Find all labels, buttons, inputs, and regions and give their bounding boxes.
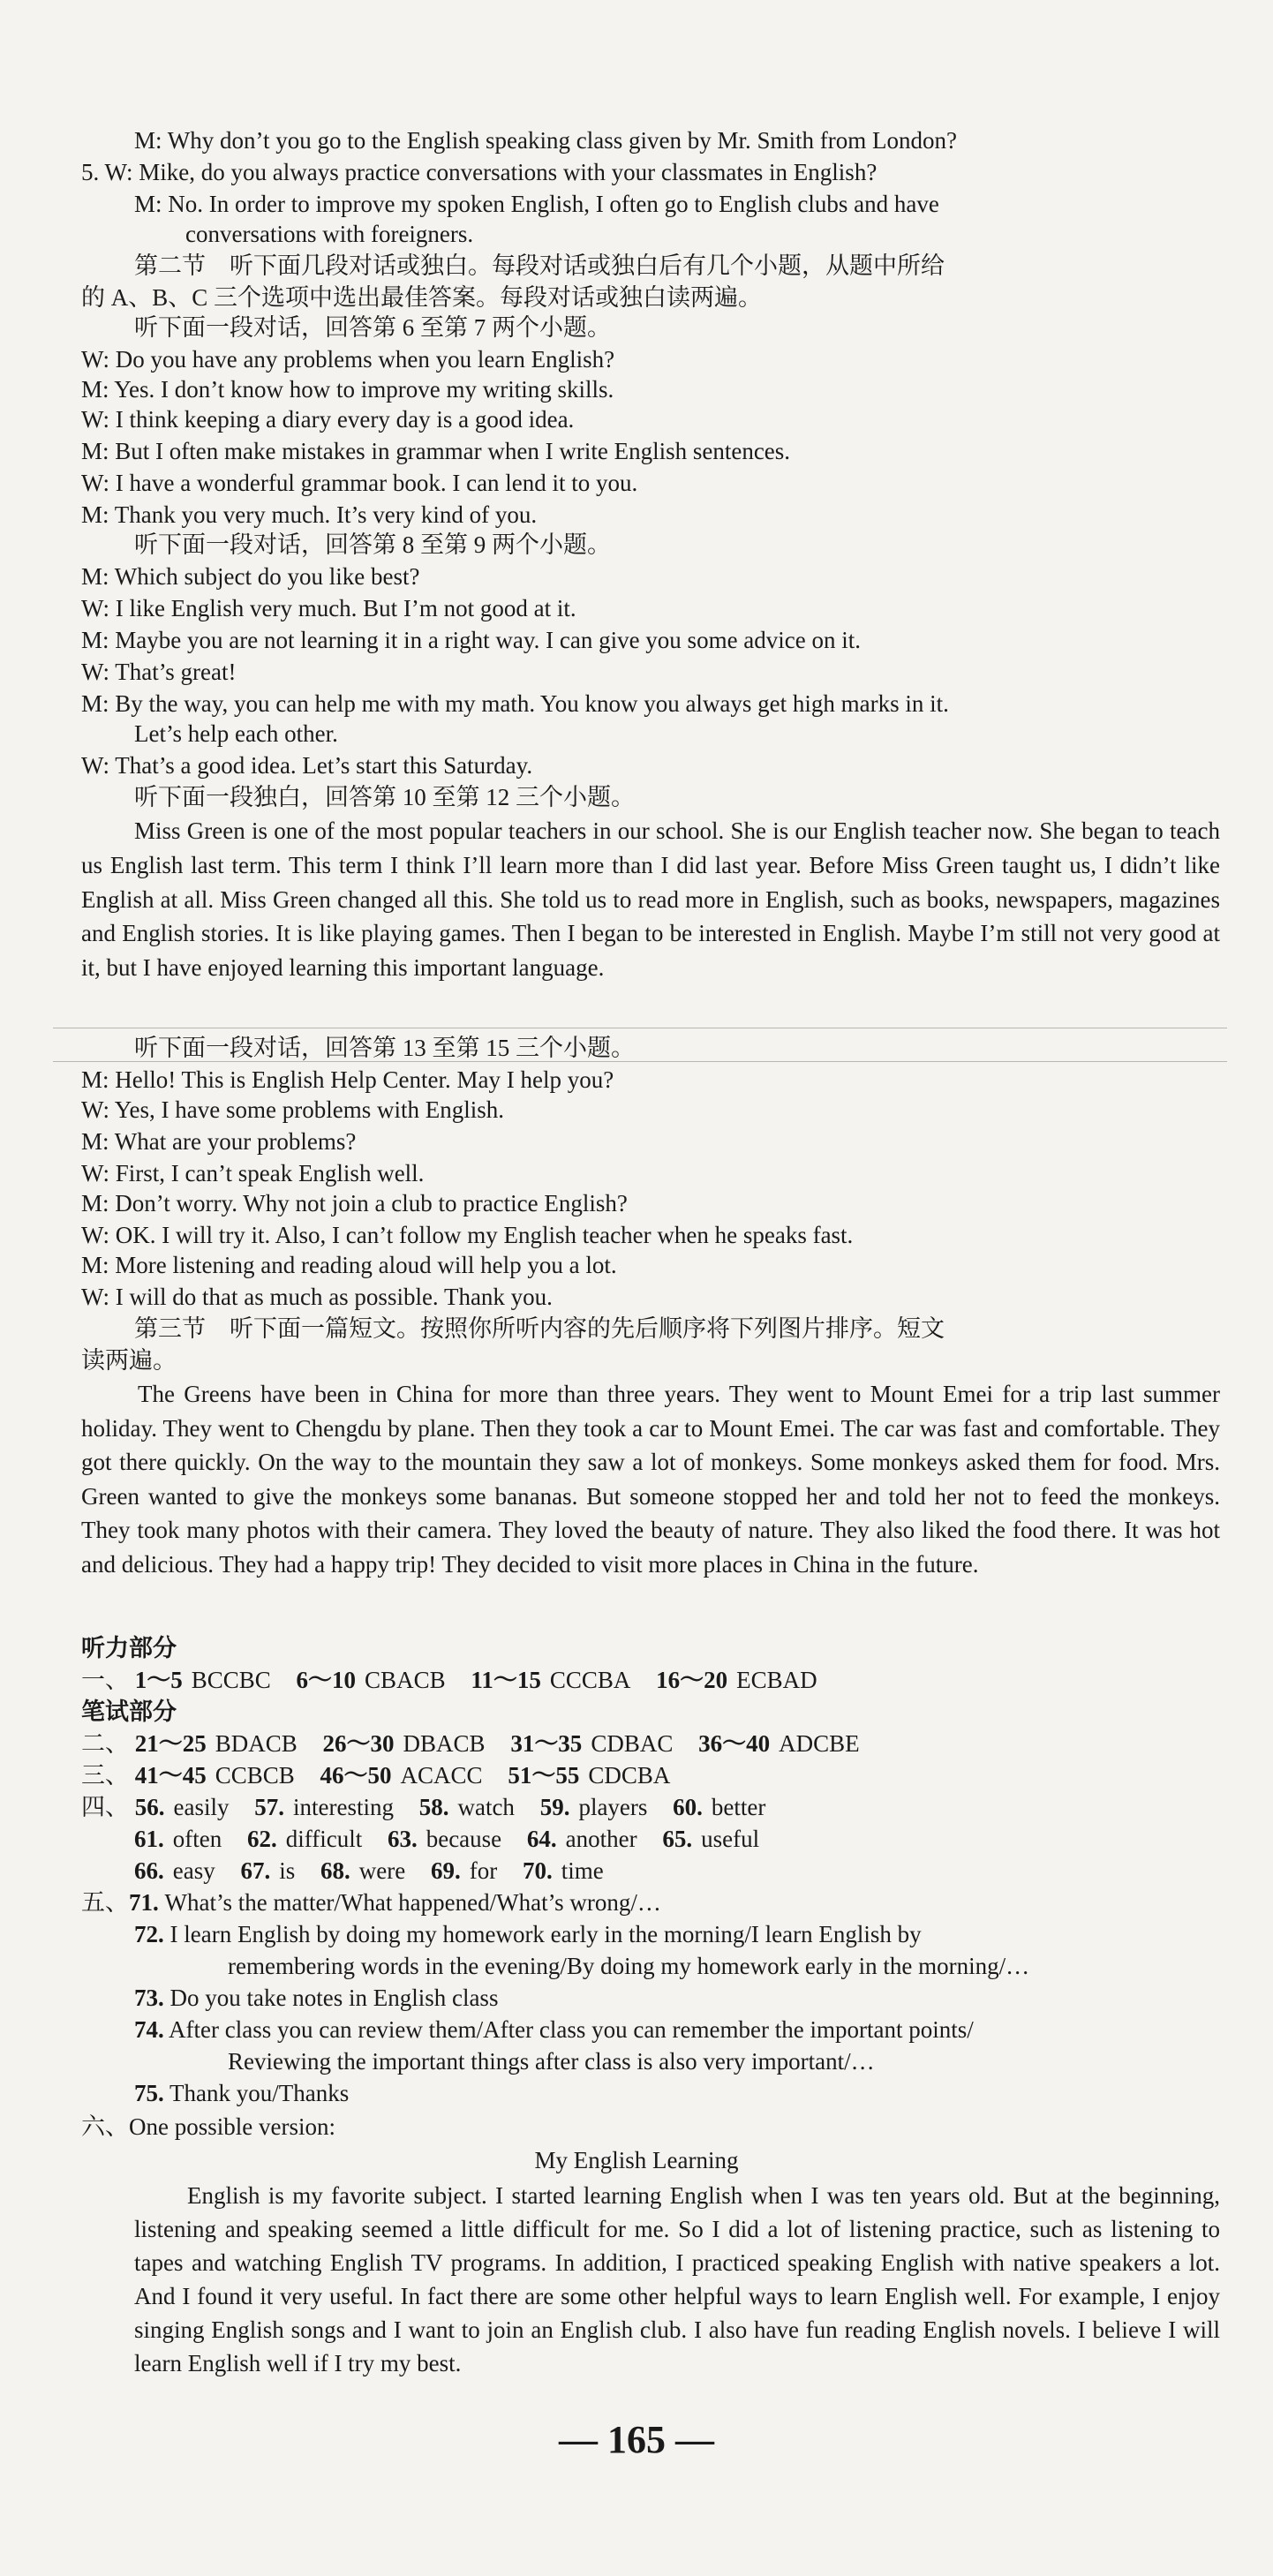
answers-row-4b: 61. often 62. difficult 63. because 64. another 65. useful	[134, 1826, 760, 1852]
monologue-paragraph: Miss Green is one of the most popular teachers in our school. She is our English teacher now. She began to teach us English last term. This term I think I’ll learn more than I did last year. Before Miss Green taught us, I didn’t like English at all. Miss Green changed all this. She told us to read more in English, such as books, newspapers, magazines and English stories. It is like playing games. Then I began to be interested in English. Maybe I’m still not very good at it, but I have enjoyed learning this important language.	[81, 817, 1220, 982]
dialogue-line: M: What are your problems?	[81, 1128, 357, 1155]
answers-row-4c: 66. easy 67. is 68. were 69. for 70. time	[134, 1857, 604, 1884]
page-number: — 165 —	[559, 2418, 714, 2461]
section-heading: 第三节 听下面一篇短文。按照你所听内容的先后顺序将下列图片排序。短文	[134, 1315, 945, 1342]
section-heading: 第二节 听下面几段对话或独白。每段对话或独白后有几个小题，从题中所给	[134, 252, 945, 279]
essay-paragraph: English is my favorite subject. I started learning English when I was ten years old. But at the beginning, listening and speaking seemed a little difficult for me. So I did a lot of listening practice, such as listening to tapes and watching English TV programs. In addition, I practiced speaking English with native speakers a lot. And I found it very useful. In fact there are some other helpful ways to learn English well. For example, I enjoy singing English songs and I want to join an English club. I also have fun reading English novels. I believe I will learn English well if I try my best.	[134, 2182, 1220, 2376]
dialogue-line: W: That’s great!	[81, 659, 237, 685]
dialogue-line: M: No. In order to improve my spoken English, I often go to English clubs and have	[134, 191, 939, 217]
dialogue-line: M: By the way, you can help me with my math. You know you always get high marks in it.	[81, 690, 949, 717]
dialogue-line: M: Thank you very much. It’s very kind of you.	[81, 501, 538, 528]
answers-row-3: 三、 41～45 CCBCB 46～50 ACACC 51～55 CDCBA	[81, 1762, 671, 1789]
answer-6-label: 六、One possible version:	[81, 2113, 335, 2140]
answers-row-2: 二、 21～25 BDACB 26～30 DBACB 31～35 CDBAC 36～40 ADCBE	[81, 1730, 860, 1757]
section-heading: 读两遍。	[81, 1347, 177, 1374]
dialogue-line: W: OK. I will try it. Also, I can’t follow my English teacher when he speaks fast.	[81, 1222, 854, 1248]
dialogue-line: W: Do you have any problems when you learn English?	[81, 346, 615, 373]
dialogue-line: M: More listening and reading aloud will help you a lot.	[81, 1252, 617, 1278]
dialogue-line: W: I have a wonderful grammar book. I can lend it to you.	[81, 470, 638, 496]
dialog-intro: 听下面一段对话，回答第 13 至第 15 三个小题。	[134, 1035, 635, 1061]
answer-72-cont: remembering words in the evening/By doing my homework early in the morning/…	[228, 1953, 1030, 1979]
answer-73: 73. Do you take notes in English class	[134, 1985, 499, 2011]
written-title: 笔试部分	[81, 1699, 177, 1725]
dialogue-line: M: Why don’t you go to the English speaking class given by Mr. Smith from London?	[134, 127, 957, 154]
dialog-intro: 听下面一段对话，回答第 6 至第 7 两个小题。	[134, 314, 611, 341]
monologue-intro: 听下面一段独白，回答第 10 至第 12 三个小题。	[134, 784, 635, 810]
dialog-intro: 听下面一段对话，回答第 8 至第 9 两个小题。	[134, 531, 611, 558]
dialogue-line: 5. W: Mike, do you always practice conversations with your classmates in English?	[81, 159, 878, 185]
dialogue-line: M: Maybe you are not learning it in a right way. I can give you some advice on it.	[81, 627, 862, 653]
dialogue-line: conversations with foreigners.	[185, 221, 474, 247]
dialogue-line: W: Yes, I have some problems with English.	[81, 1096, 504, 1123]
answer-71: 五、71. What’s the matter/What happened/What’s wrong/…	[81, 1889, 661, 1916]
section-heading: 的 A、B、C 三个选项中选出最佳答案。每段对话或独白读两遍。	[81, 284, 763, 311]
dialogue-line: M: Which subject do you like best?	[81, 563, 420, 590]
answer-72: 72. I learn English by doing my homework early in the morning/I learn English by	[134, 1921, 922, 1947]
answer-74: 74. After class you can review them/After class you can remember the important points/	[134, 2016, 974, 2043]
dialogue-line: W: First, I can’t speak English well.	[81, 1160, 425, 1186]
dialogue-line: M: Don’t worry. Why not join a club to practice English?	[81, 1190, 628, 1216]
dialogue-line: W: I will do that as much as possible. Thank you.	[81, 1284, 553, 1310]
dialogue-line: W: I like English very much. But I’m not good at it.	[81, 595, 576, 621]
passage-paragraph: The Greens have been in China for more than three years. They went to Mount Emei for a trip last summer holiday. They went to Chengdu by plane. Then they took a car to Mount Emei. The car was fast and comfortable. They got there quickly. On the way to the mountain they saw a lot of monkeys. Some monkeys asked them for food. Mrs. Green wanted to give the monkeys some bananas. But someone stopped her and told her not to feed the monkeys. They took many photos with their camera. They loved the beauty of nature. They also liked the food there. It was hot and delicious. They had a happy trip! They decided to visit more places in China in the future.	[81, 1381, 1220, 1578]
answer-75: 75. Thank you/Thanks	[134, 2080, 350, 2106]
dialogue-line: Let’s help each other.	[134, 720, 338, 747]
dialogue-line: W: I think keeping a diary every day is a good idea.	[81, 406, 575, 433]
dialogue-line: M: Hello! This is English Help Center. May I help you?	[81, 1066, 614, 1093]
answers-row-1: 一、 1～5 BCCBC 6～10 CBACB 11～15 CCCBA 16～20 ECBAD	[81, 1667, 817, 1693]
dialogue-line: M: Yes. I don’t know how to improve my writing skills.	[81, 376, 614, 403]
dialogue-line: W: That’s a good idea. Let’s start this Saturday.	[81, 752, 533, 779]
answers-row-4a: 四、 56. easily 57. interesting 58. watch 59. players 60. better	[81, 1794, 766, 1820]
essay-title: My English Learning	[534, 2147, 739, 2173]
answer-74-cont: Reviewing the important things after class is also very important/…	[228, 2048, 875, 2075]
divider-line	[53, 1061, 1227, 1062]
dialogue-line: M: But I often make mistakes in grammar when I write English sentences.	[81, 438, 791, 464]
listening-title: 听力部分	[81, 1635, 177, 1661]
